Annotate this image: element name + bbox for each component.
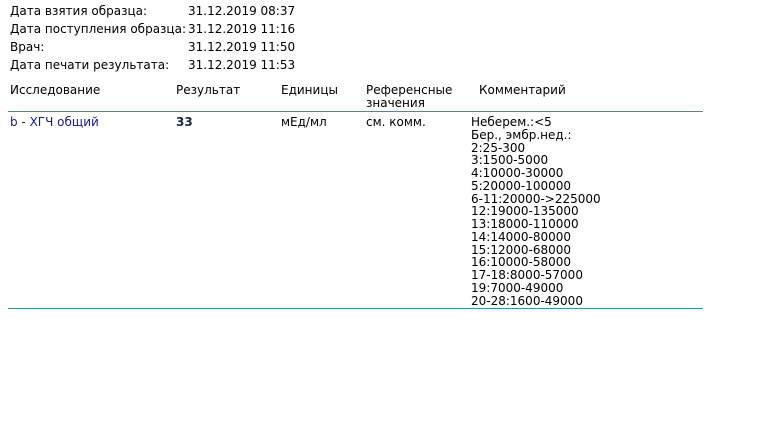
column-header-result: Результат xyxy=(176,83,241,97)
doctor-value: 31.12.2019 11:50 xyxy=(188,40,296,54)
header-divider xyxy=(8,111,703,112)
comment-line: 20-28:1600-49000 xyxy=(471,293,583,308)
comment-line: 2:25-300 xyxy=(471,140,526,155)
comment-line: 19:7000-49000 xyxy=(471,280,564,295)
comment-line: 16:10000-58000 xyxy=(471,255,571,270)
comment-line: 15:12000-68000 xyxy=(471,242,571,257)
print-date-label: Дата печати результата: xyxy=(10,58,170,72)
comment-line: 3:1500-5000 xyxy=(471,153,549,168)
column-header-units: Единицы xyxy=(281,83,338,97)
column-header-comment: Комментарий xyxy=(479,83,566,97)
doctor-label: Врач: xyxy=(10,40,45,54)
column-header-reference-line1: Референсные xyxy=(366,83,453,97)
sample-received-value: 31.12.2019 11:16 xyxy=(188,22,296,36)
sample-taken-value: 31.12.2019 08:37 xyxy=(188,4,296,18)
column-header-reference-line2: значения xyxy=(366,96,425,110)
column-header-test: Исследование xyxy=(10,83,101,97)
comment-line: 12:19000-135000 xyxy=(471,204,579,219)
units-cell: мЕд/мл xyxy=(281,115,327,129)
comment-line: Неберем.:<5 xyxy=(471,115,552,129)
comment-line: 13:18000-110000 xyxy=(471,217,579,231)
column-header-reference xyxy=(366,84,452,110)
result-value-cell: 33 xyxy=(176,115,193,129)
comment-line: 14:14000-80000 xyxy=(471,229,571,244)
reference-cell: см. комм. xyxy=(366,115,426,129)
comment-line: 6-11:20000->225000 xyxy=(471,191,601,206)
comment-line: Бер., эмбр.нед.: xyxy=(471,127,572,142)
test-name-cell: b - ХГЧ общий xyxy=(10,115,99,129)
sample-taken-label: Дата взятия образца: xyxy=(10,4,148,18)
comment-line: 5:20000-100000 xyxy=(471,178,571,193)
row-divider xyxy=(8,308,703,309)
sample-received-label: Дата поступления образца: xyxy=(10,22,186,36)
comment-line: 17-18:8000-57000 xyxy=(471,268,583,282)
comment-cell xyxy=(471,116,601,307)
comment-line: 4:10000-30000 xyxy=(471,166,564,180)
print-date-value: 31.12.2019 11:53 xyxy=(188,58,296,72)
